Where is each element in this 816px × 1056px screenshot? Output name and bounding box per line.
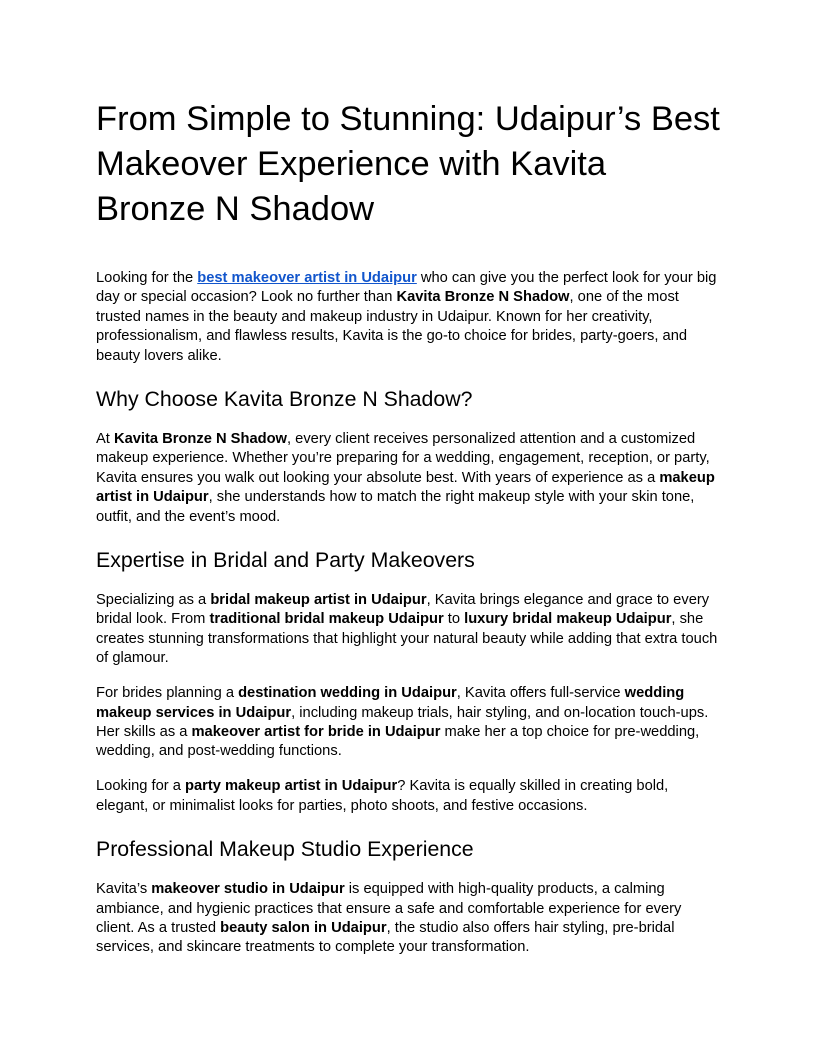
text-run: Kavita’s	[96, 881, 152, 898]
body-paragraph	[96, 430, 720, 527]
text-run: to	[443, 611, 465, 628]
text-run: make her a top choice for pre-wedding, wedding, and post-wedding functions.	[96, 724, 700, 760]
text-run: Looking for a	[96, 778, 185, 795]
bold-text-run: traditional bridal makeup Udaipur	[209, 611, 444, 628]
text-run: , Kavita brings elegance and grace to every bridal look. From	[96, 592, 710, 628]
body-paragraph	[96, 591, 720, 669]
bold-text-run: luxury bridal makeup Udaipur	[464, 611, 672, 628]
inline-link[interactable]: best makeover artist in Udaipur	[197, 270, 417, 286]
bold-text-run: beauty salon in Udaipur	[220, 919, 387, 936]
text-run: who can give you the perfect look for your big day or special occasion? Look no further than	[96, 270, 717, 306]
text-run: , she creates stunning transformations that highlight your natural beauty while adding that extra touch of glamour.	[96, 611, 718, 667]
section-heading-studio: Professional Makeup Studio Experience	[96, 837, 474, 862]
bold-text-run: bridal makeup artist in Udaipur	[210, 592, 427, 609]
text-run: , including makeup trials, hair styling, and on-location touch-ups. Her skills as a	[96, 704, 709, 740]
body-paragraph	[96, 684, 720, 762]
document-title: From Simple to Stunning: Udaipur’s Best Makeover Experience with Kavita Bronze N Shadow	[96, 100, 720, 228]
text-run: , every client receives personalized attention and a customized makeup experience. Whether you’re preparing for a wedding, engagement, reception, or party, Kavita ensures you walk out looking your absolute best. With years of experience as a	[96, 431, 710, 486]
bold-text-run: makeover studio in Udaipur	[151, 881, 345, 898]
bold-text-run: destination wedding in Udaipur	[238, 685, 457, 702]
bold-text-run: makeover artist for bride in Udaipur	[191, 724, 441, 740]
body-paragraph	[96, 880, 720, 958]
text-run: , the studio also offers hair styling, pre-bridal services, and skincare treatments to complete your transformation.	[96, 919, 675, 956]
text-run: , one of the most trusted names in the beauty and makeup industry in Udaipur. Known for her creativity, professionalism, and flawless results, Kavita is the go-to choice for brides, party-goers, and beauty lovers alike.	[96, 289, 688, 364]
text-run: is equipped with high-quality products, a calming ambiance, and hygienic practices that ensure a safe and comfortable experience for every client. As a trusted	[96, 881, 682, 936]
text-run: Looking for the	[96, 270, 198, 286]
text-run: For brides planning a	[96, 685, 239, 702]
bold-text-run: party makeup artist in Udaipur	[185, 778, 398, 795]
bold-text-run: makeup artist in Udaipur	[96, 469, 715, 506]
bold-text-run: Kavita Bronze N Shadow	[396, 289, 570, 306]
bold-text-run: Kavita Bronze N Shadow	[113, 431, 287, 448]
body-paragraph	[96, 777, 720, 816]
text-run: ? Kavita is equally skilled in creating bold, elegant, or minimalist looks for parties, photo shoots, and festive occasions.	[96, 778, 669, 814]
section-heading-why-choose: Why Choose Kavita Bronze N Shadow?	[96, 387, 473, 412]
text-run: At	[96, 431, 114, 448]
section-heading-expertise: Expertise in Bridal and Party Makeovers	[96, 548, 475, 573]
text-run: , she understands how to match the right makeup style with your skin tone, outfit, and the event’s mood.	[96, 489, 695, 525]
bold-text-run: wedding makeup services in Udaipur	[96, 685, 685, 721]
intro-paragraph	[96, 269, 720, 366]
text-run: , Kavita offers full-service	[456, 685, 625, 702]
document-page	[96, 97, 720, 958]
text-run: Specializing as a	[96, 592, 211, 609]
